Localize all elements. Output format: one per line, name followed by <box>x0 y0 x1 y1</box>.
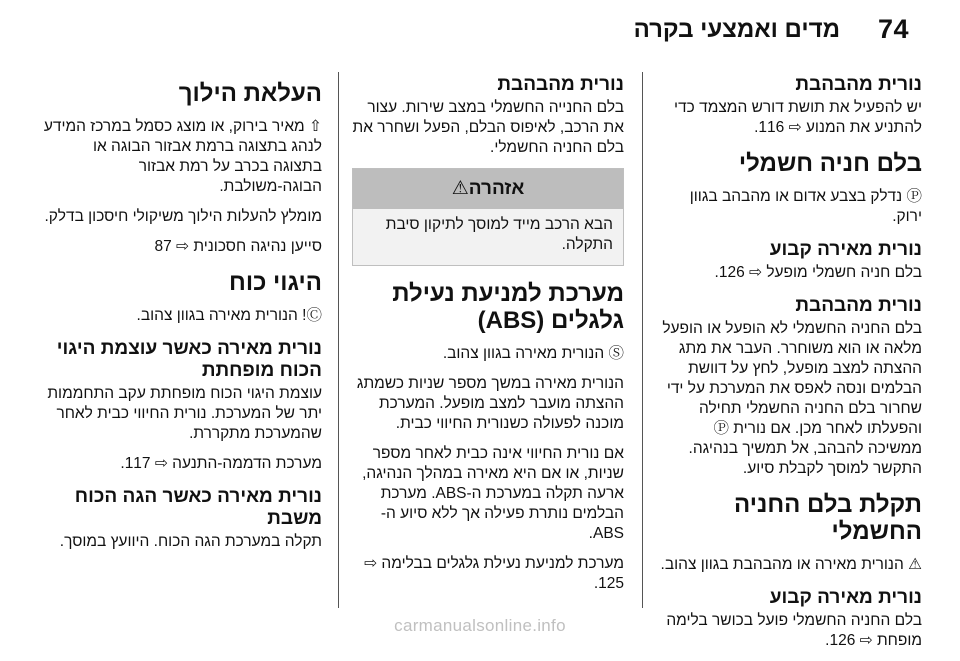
subheading: נורית מאירה כאשר הגה הכוח משבת <box>74 486 322 529</box>
section-heading: היגוי כוח <box>229 269 322 296</box>
paragraph: הנורית מאירה במשך מספר שניות כשמתג ההצתה מועבר למצב מופעל. המערכת מוכנה לפעולה כשנורית החיווי כבית. <box>356 375 624 432</box>
section-heading: בלם חניה חשמלי <box>738 150 922 177</box>
paragraph: עוצמת היגוי הכוח מופחתת עקב התחממות יתר של המערכת. נורית החיווי כבית לאחר שהמערכת מתקררת. <box>47 385 322 442</box>
running-head-title: מדים ואמצעי בקרה <box>633 16 840 43</box>
subheading: נורית מאירה קבוע <box>769 239 922 260</box>
paragraph: תקלה במערכת הגה הכוח. היוועץ במוסך. <box>59 533 322 550</box>
paragraph: סייען נהיגה חסכונית ⇨ 87 <box>154 238 322 255</box>
paragraph: Ⓟ נדלק בצבע אדום או מהבהב בגוון ירוק. <box>689 188 922 225</box>
warning-text: הבא הרכב מייד למוסך לתיקון סיבת התקלה. <box>385 216 613 253</box>
page-number: 74 <box>878 14 910 44</box>
paragraph: מומלץ להעלות הילוך משיקולי חיסכון בדלק. <box>44 208 322 225</box>
section-heading: תקלת בלם החניה החשמלי <box>733 491 922 545</box>
paragraph: מערכת למניעת נעילת גלגלים בבלימה ⇨ 125. <box>364 555 624 592</box>
subheading: נורית מאירה כאשר עוצמת היגוי הכוח מופחתת <box>56 338 322 381</box>
warning-title: אזהרה⚠ <box>353 169 623 209</box>
paragraph: ⚠ הנורית מאירה או מהבהבת בגוון צהוב. <box>660 556 922 573</box>
warning-box <box>352 168 624 266</box>
subheading: נורית מאירה קבוע <box>769 587 922 608</box>
subheading: נורית מהבהבת <box>795 295 922 316</box>
paragraph: Ⓢ הנורית מאירה בגוון צהוב. <box>442 345 624 362</box>
watermark-text: carmanualsonline.info <box>394 616 566 635</box>
paragraph: אם נורית החיווי אינה כבית לאחר מספר שניות, או אם היא מאירה במהלך הנהיגה, ארעה תקלה במערכת ה-ABS. מערכת הבלמים נותרת פעילה אך ללא סיוע ה-ABS. <box>362 445 624 542</box>
page-header <box>0 0 960 68</box>
paragraph: יש להפעיל את תושת דורש המצמד כדי להתניע את המנוע ⇨ 116. <box>674 99 922 136</box>
paragraph: בלם חניה חשמלי מופעל ⇨ 126. <box>714 264 922 281</box>
section-heading: מערכת למניעת נעילת גלגלים (ABS) <box>392 280 624 334</box>
paragraph: מערכת הדממה-התנעה ⇨ 117. <box>120 455 322 472</box>
column-middle <box>352 70 624 604</box>
column-left <box>42 70 322 562</box>
paragraph: בלם החניה החשמלי פועל בכושר בלימה מופחת ⇨ 126. <box>666 612 922 649</box>
paragraph: בלם החנייה החשמלי במצב שירות. עצור את הרכב, לאיפוס הבלם, הפעל ושחרר את בלם החניה החשמלי. <box>352 99 624 156</box>
column-divider <box>338 72 339 608</box>
subheading: נורית מהבהבת <box>795 74 922 95</box>
column-right <box>660 70 922 661</box>
subheading: נורית מהבהבת <box>497 74 624 95</box>
paragraph: בלם החניה החשמלי לא הופעל או הופעל מלאה או הוא משוחרר. העבר את מתג ההצתה למצב מופעל, לחץ על דוושת הבלמים ונסה לאפס את המערכת על ידי שחרור בלם החניה החשמלי תחילה והפעלתו לאחר מכן. אם נורית Ⓟ ממשיכה להבהב, אל תמשיך בנהיגה. התקשר למוסך לקבלת סיוע. <box>662 320 922 477</box>
paragraph: ⇧ מאיר בירוק, או מוצג כסמל במרכז המידע לנהג בתצוגה ברמת אבזור הבוגה או בתצוגה בכרב על רמת אבזור הבוגה-משולבת. <box>43 118 322 195</box>
column-divider <box>642 72 643 608</box>
section-heading: העלאת הילוך <box>178 80 322 107</box>
paragraph: Ⓒ! הנורית מאירה בגוון צהוב. <box>136 307 322 324</box>
